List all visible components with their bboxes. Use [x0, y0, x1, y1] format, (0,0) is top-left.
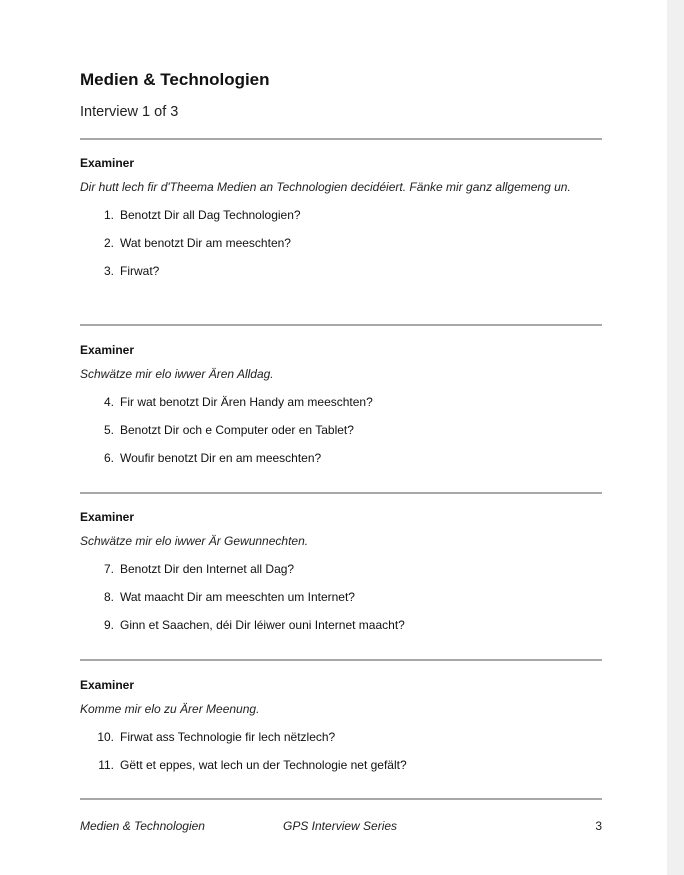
question-item — [80, 729, 602, 745]
question-item — [80, 450, 602, 466]
section-intro: Schwätze mir elo iwwer Ären Alldag. — [80, 367, 274, 381]
divider — [80, 324, 602, 326]
question-list — [80, 394, 602, 466]
question-text: Benotzt Dir den Internet all Dag? — [120, 561, 295, 576]
question-item — [80, 757, 602, 773]
question-text: Firwat? — [120, 263, 160, 278]
question-text: Benotzt Dir och e Computer oder en Tablet? — [120, 422, 354, 437]
section-label: Examiner — [80, 510, 135, 524]
question-text: Firwat ass Technologie fir lech nëtzlech? — [120, 729, 336, 744]
question-item — [80, 589, 602, 605]
question-item — [80, 561, 602, 577]
question-text: Woufir benotzt Dir en am meeschten? — [120, 450, 322, 465]
question-number: 2. — [103, 235, 114, 250]
question-item — [80, 422, 602, 438]
question-list — [80, 729, 602, 773]
footer-series-name: GPS Interview Series — [283, 819, 398, 833]
question-number: 6. — [103, 450, 114, 465]
question-number: 3. — [103, 263, 114, 278]
question-text: Gëtt et eppes, wat lech un der Technologie net gefält? — [120, 757, 407, 772]
section-label: Examiner — [80, 678, 135, 692]
interview-section — [80, 155, 602, 279]
question-number: 8. — [103, 589, 114, 604]
question-text: Wat benotzt Dir am meeschten? — [120, 235, 291, 250]
question-number: 5. — [103, 422, 114, 437]
question-number: 4. — [103, 394, 114, 409]
question-text: Fir wat benotzt Dir Ären Handy am meeschten? — [120, 394, 373, 409]
section-label: Examiner — [80, 343, 135, 357]
footer-document-title: Medien & Technologien — [80, 819, 205, 833]
vertical-scrollbar[interactable] — [667, 0, 684, 875]
question-number: 7. — [103, 561, 114, 576]
section-intro: Dir hutt lech fir d'Theema Medien an Technologien decidéiert. Fänke mir ganz allgemeng un. — [80, 180, 571, 194]
page-subtitle: Interview 1 of 3 — [80, 104, 179, 120]
interview-section — [80, 509, 602, 633]
question-text: Ginn et Saachen, déi Dir léiwer ouni Internet maacht? — [120, 617, 405, 632]
divider — [80, 659, 602, 661]
section-label: Examiner — [80, 156, 135, 170]
interview-section — [80, 677, 602, 773]
divider — [80, 138, 602, 140]
section-intro: Komme mir elo zu Ärer Meenung. — [80, 702, 260, 716]
question-text: Benotzt Dir all Dag Technologien? — [120, 207, 301, 222]
page-title: Medien & Technologien — [80, 70, 270, 89]
divider — [80, 492, 602, 494]
question-list — [80, 561, 602, 633]
question-item — [80, 394, 602, 410]
section-intro: Schwätze mir elo iwwer Är Gewunnechten. — [80, 534, 309, 548]
question-text: Wat maacht Dir am meeschten um Internet? — [120, 589, 355, 604]
question-list — [80, 207, 602, 279]
page-number: 3 — [595, 819, 602, 833]
question-item — [80, 235, 602, 251]
question-number: 1. — [103, 207, 114, 222]
interview-section — [80, 342, 602, 466]
question-item — [80, 263, 602, 279]
divider — [80, 798, 602, 800]
question-item — [80, 207, 602, 223]
question-number: 10. — [97, 729, 114, 744]
question-item — [80, 617, 602, 633]
question-number: 11. — [98, 757, 114, 772]
question-number: 9. — [103, 617, 114, 632]
